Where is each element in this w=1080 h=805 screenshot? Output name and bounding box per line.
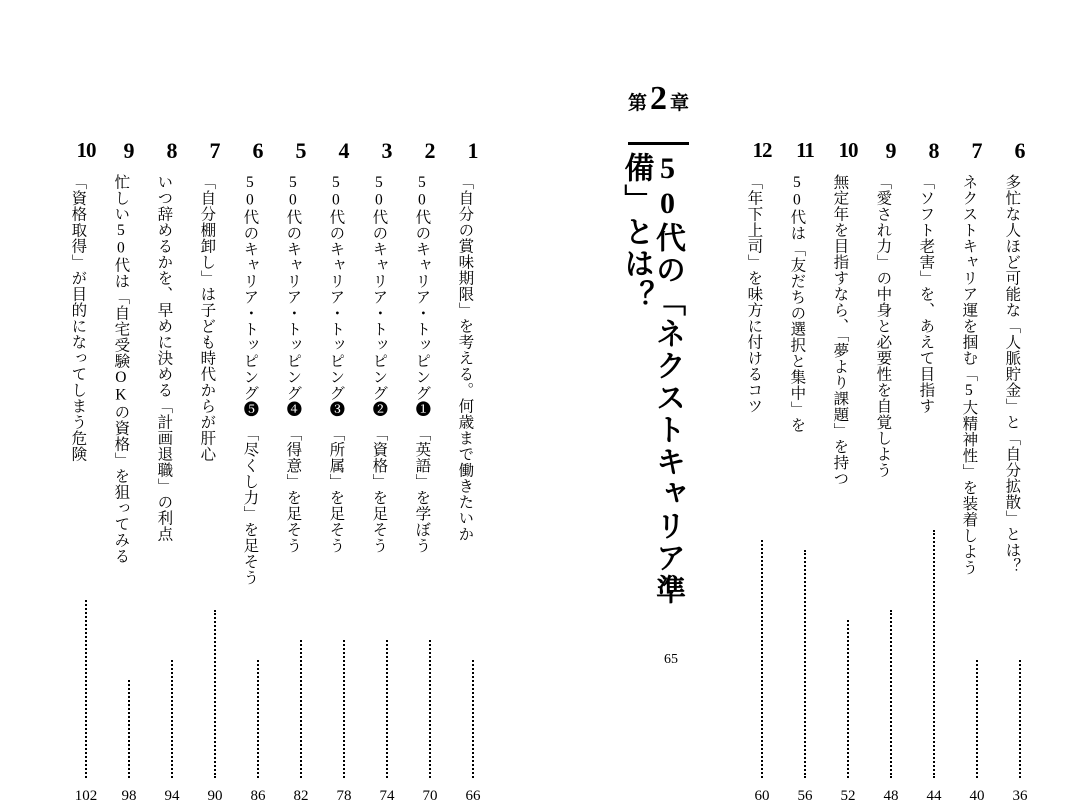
toc-entry-number: 8 xyxy=(928,138,940,163)
toc-entry-page: 86 xyxy=(250,788,266,804)
toc-leader xyxy=(85,600,89,778)
toc-entry-number: 7 xyxy=(971,138,983,163)
toc-entry-number: 7 xyxy=(209,138,221,163)
toc-entry-right-7[interactable] xyxy=(957,138,997,804)
chapter-heading xyxy=(619,80,730,667)
toc-entry-page: 82 xyxy=(293,788,309,804)
toc-entry-title: 50代のキャリア・トッピング❸ 「所属」を足そう xyxy=(327,174,345,554)
toc-entry-right-9[interactable] xyxy=(871,138,911,804)
toc-leader xyxy=(847,620,851,778)
toc-entry-title: ネクストキャリア運を掴む「5大精神性」を装着しよう xyxy=(960,174,978,576)
toc-entry-right-10[interactable] xyxy=(828,138,868,804)
toc-leader xyxy=(171,660,175,778)
toc-leader xyxy=(976,660,980,778)
toc-entry-page: 74 xyxy=(379,788,395,804)
toc-entry-left-7[interactable] xyxy=(195,138,235,804)
toc-entry-page: 48 xyxy=(883,788,899,804)
toc-entry-title: 多忙な人ほど可能な「人脈貯金」と「自分拡散」とは？ xyxy=(1003,174,1021,574)
toc-entry-left-2[interactable] xyxy=(410,138,450,804)
toc-entry-page: 36 xyxy=(1012,788,1028,804)
toc-entry-number: 2 xyxy=(424,138,436,163)
chapter-label xyxy=(628,82,689,145)
chapter-label-suffix: 章 xyxy=(670,93,690,114)
toc-entry-page: 70 xyxy=(422,788,438,804)
toc-entry-number: 11 xyxy=(796,138,814,162)
toc-entry-page: 66 xyxy=(465,788,481,804)
toc-entry-page: 40 xyxy=(969,788,985,804)
toc-entry-right-12[interactable] xyxy=(742,138,782,804)
chapter-label-number: 2 xyxy=(650,80,668,117)
toc-entry-page: 60 xyxy=(754,788,770,804)
toc-entry-page: 90 xyxy=(207,788,223,804)
toc-entry-number: 8 xyxy=(166,138,178,163)
toc-entry-page: 56 xyxy=(797,788,813,804)
chapter-label-prefix: 第 xyxy=(628,93,648,114)
toc-entry-number: 10 xyxy=(838,138,858,162)
toc-entry-number: 1 xyxy=(467,138,479,163)
toc-entry-page: 98 xyxy=(121,788,137,804)
toc-entry-page: 52 xyxy=(840,788,856,804)
toc-entry-left-6[interactable] xyxy=(238,138,278,804)
toc-entry-title: 50代のキャリア・トッピング❶ 「英語」を学ぼう xyxy=(413,174,431,554)
toc-entry-page: 102 xyxy=(74,788,98,804)
toc-entry-left-4[interactable] xyxy=(324,138,364,804)
toc-entry-title: 無定年を目指すなら、「夢より課題」を持つ xyxy=(831,174,849,487)
toc-leader xyxy=(1019,660,1023,778)
toc-leader xyxy=(128,680,132,778)
toc-entry-left-8[interactable] xyxy=(152,138,192,804)
toc-entry-title: 忙しい50代は「自宅受験OKの資格」を狙ってみる xyxy=(112,174,130,564)
toc-entry-page: 44 xyxy=(926,788,942,804)
toc-leader xyxy=(214,610,218,778)
toc-entry-page: 78 xyxy=(336,788,352,804)
toc-entry-number: 10 xyxy=(76,138,96,162)
toc-leader xyxy=(890,610,894,778)
toc-leader xyxy=(804,550,808,778)
chapter-page-number: 65 xyxy=(664,652,678,667)
toc-entry-left-3[interactable] xyxy=(367,138,407,804)
toc-leader xyxy=(933,530,937,778)
toc-entry-title: 50代は「友だちの選択と集中」を xyxy=(788,174,806,433)
toc-entry-left-10[interactable] xyxy=(66,138,106,804)
toc-entry-title: 50代のキャリア・トッピング❹ 「得意」を足そう xyxy=(284,174,302,554)
toc-entry-title: 50代のキャリア・トッピング❺ 「尽くし力」を足そう xyxy=(241,174,259,586)
toc-leader xyxy=(429,640,433,778)
toc-entry-left-5[interactable] xyxy=(281,138,321,804)
toc-entry-number: 9 xyxy=(123,138,135,163)
toc-entry-number: 5 xyxy=(295,138,307,163)
toc-leader xyxy=(472,660,476,778)
toc-entry-page: 94 xyxy=(164,788,180,804)
toc-entry-title: いつ辞めるかを、早めに決める「計画退職」の利点 xyxy=(155,174,173,542)
toc-leader xyxy=(761,540,765,778)
chapter-title: 50代の「ネクストキャリア準備」とは？ xyxy=(619,152,684,606)
toc-entry-title: 「ソフト老害」を、あえて目指す xyxy=(917,174,935,414)
toc-entry-title: 50代のキャリア・トッピング❷ 「資格」を足そう xyxy=(370,174,388,554)
toc-entry-title: 「愛され力」の中身と必要性を自覚しよう xyxy=(874,174,892,478)
toc-entry-right-11[interactable] xyxy=(785,138,825,804)
toc-entry-title: 「自分の賞味期限」を考える。何歳まで働きたいか xyxy=(456,174,474,542)
toc-leader xyxy=(343,640,347,778)
toc-entry-left-9[interactable] xyxy=(109,138,149,804)
toc-leader xyxy=(386,640,390,778)
toc-leader xyxy=(257,660,261,778)
toc-entry-number: 9 xyxy=(885,138,897,163)
toc-entry-title: 「自分棚卸し」は子ども時代からが肝心 xyxy=(198,174,216,462)
toc-entry-number: 6 xyxy=(1014,138,1026,163)
toc-entry-title: 「資格取得」が目的になってしまう危険 xyxy=(69,174,87,462)
toc-entry-left-1[interactable] xyxy=(453,138,493,804)
toc-entry-number: 12 xyxy=(752,138,772,162)
toc-entry-number: 6 xyxy=(252,138,264,163)
toc-entry-right-8[interactable] xyxy=(914,138,954,804)
toc-leader xyxy=(300,640,304,778)
toc-entry-number: 4 xyxy=(338,138,350,163)
toc-entry-right-6[interactable] xyxy=(1000,138,1040,804)
toc-entry-number: 3 xyxy=(381,138,393,163)
toc-entry-title: 「年下上司」を味方に付けるコツ xyxy=(745,174,763,414)
